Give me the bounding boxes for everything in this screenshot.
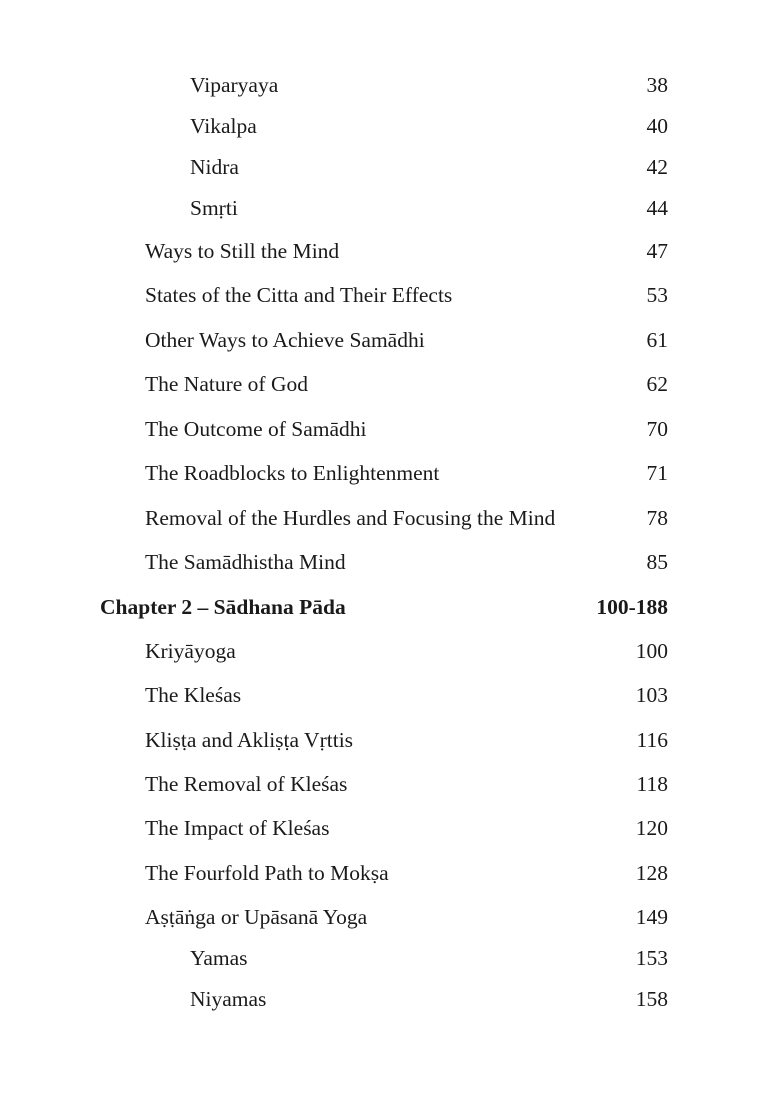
toc-entry	[0, 70, 780, 100]
toc-entry-title: The Impact of Kleśas	[145, 816, 330, 840]
toc-entry-page-number: 62	[646, 372, 668, 396]
toc-entry-title: Ways to Still the Mind	[145, 239, 340, 263]
toc-entry	[0, 858, 780, 888]
toc-entry-title: Viparyaya	[190, 73, 279, 97]
toc-entry-title: Niyamas	[190, 987, 267, 1011]
toc-entry-title: Vikalpa	[190, 114, 257, 138]
toc-entry-page-number: 100	[635, 639, 668, 663]
toc-entry	[0, 111, 780, 141]
toc-entry	[0, 769, 780, 799]
toc-entry-page-number: 158	[635, 987, 668, 1011]
toc-entry	[0, 369, 780, 399]
toc-entry-title: Smṛti	[190, 196, 238, 220]
toc-entry-page-number: 103	[635, 683, 668, 707]
toc-entry-title: The Samādhistha Mind	[145, 550, 346, 574]
toc-entry-title: Kliṣṭa and Akliṣṭa Vṛttis	[145, 728, 354, 752]
toc-entry	[0, 547, 780, 577]
toc-entry	[0, 458, 780, 488]
toc-entry-page-number: 116	[636, 728, 668, 752]
toc-entry	[0, 193, 780, 223]
toc-entry	[0, 984, 780, 1014]
toc-entry-page-number: 78	[646, 506, 668, 530]
toc-entry-page-number: 149	[635, 905, 668, 929]
toc-entry	[0, 325, 780, 355]
toc-entry-title: States of the Citta and Their Effects	[145, 283, 453, 307]
toc-entry-title: Yamas	[190, 946, 248, 970]
toc-entry	[0, 152, 780, 182]
toc-entry	[0, 680, 780, 710]
toc-entry	[0, 725, 780, 755]
toc-entry-page-number: 153	[635, 946, 668, 970]
toc-entry-page-number: 61	[646, 328, 668, 352]
toc-entry	[0, 236, 780, 266]
toc-entry-page-number: 38	[646, 73, 668, 97]
toc-entry-title: The Fourfold Path to Mokṣa	[145, 861, 389, 885]
toc-entry-title: Other Ways to Achieve Samādhi	[145, 328, 425, 352]
toc-entry	[0, 902, 780, 932]
toc-entry-page-number: 128	[635, 861, 668, 885]
toc-entry-title: The Kleśas	[145, 683, 242, 707]
toc-entry	[0, 414, 780, 444]
toc-entry-title: Nidra	[190, 155, 239, 179]
toc-entry-page-number: 44	[646, 196, 668, 220]
toc-entry-page-number: 100-188	[596, 595, 668, 619]
toc-entry-page-number: 70	[646, 417, 668, 441]
toc-entry-title: The Nature of God	[145, 372, 308, 396]
toc-entry-title: The Roadblocks to Enlightenment	[145, 461, 440, 485]
toc-chapter-heading	[0, 592, 780, 622]
toc-entry	[0, 943, 780, 973]
toc-entry-title: The Outcome of Samādhi	[145, 417, 367, 441]
toc-entry-page-number: 53	[646, 283, 668, 307]
toc-entry-page-number: 120	[635, 816, 668, 840]
toc-entry	[0, 636, 780, 666]
toc-entry-page-number: 40	[646, 114, 668, 138]
toc-entry-page-number: 71	[646, 461, 668, 485]
toc-entry-title: Aṣṭāṅga or Upāsanā Yoga	[145, 905, 368, 929]
toc-entry-title: The Removal of Kleśas	[145, 772, 348, 796]
toc-entry-title: Kriyāyoga	[145, 639, 236, 663]
toc-entry-title: Removal of the Hurdles and Focusing the Mind	[145, 506, 556, 530]
toc-entry-page-number: 42	[646, 155, 668, 179]
toc-entry	[0, 503, 780, 533]
toc-entry	[0, 280, 780, 310]
toc-entry	[0, 813, 780, 843]
toc-entry-page-number: 118	[636, 772, 668, 796]
toc-entry-page-number: 85	[646, 550, 668, 574]
toc-entry-title: Chapter 2 – Sādhana Pāda	[100, 595, 346, 619]
toc-entry-page-number: 47	[646, 239, 668, 263]
